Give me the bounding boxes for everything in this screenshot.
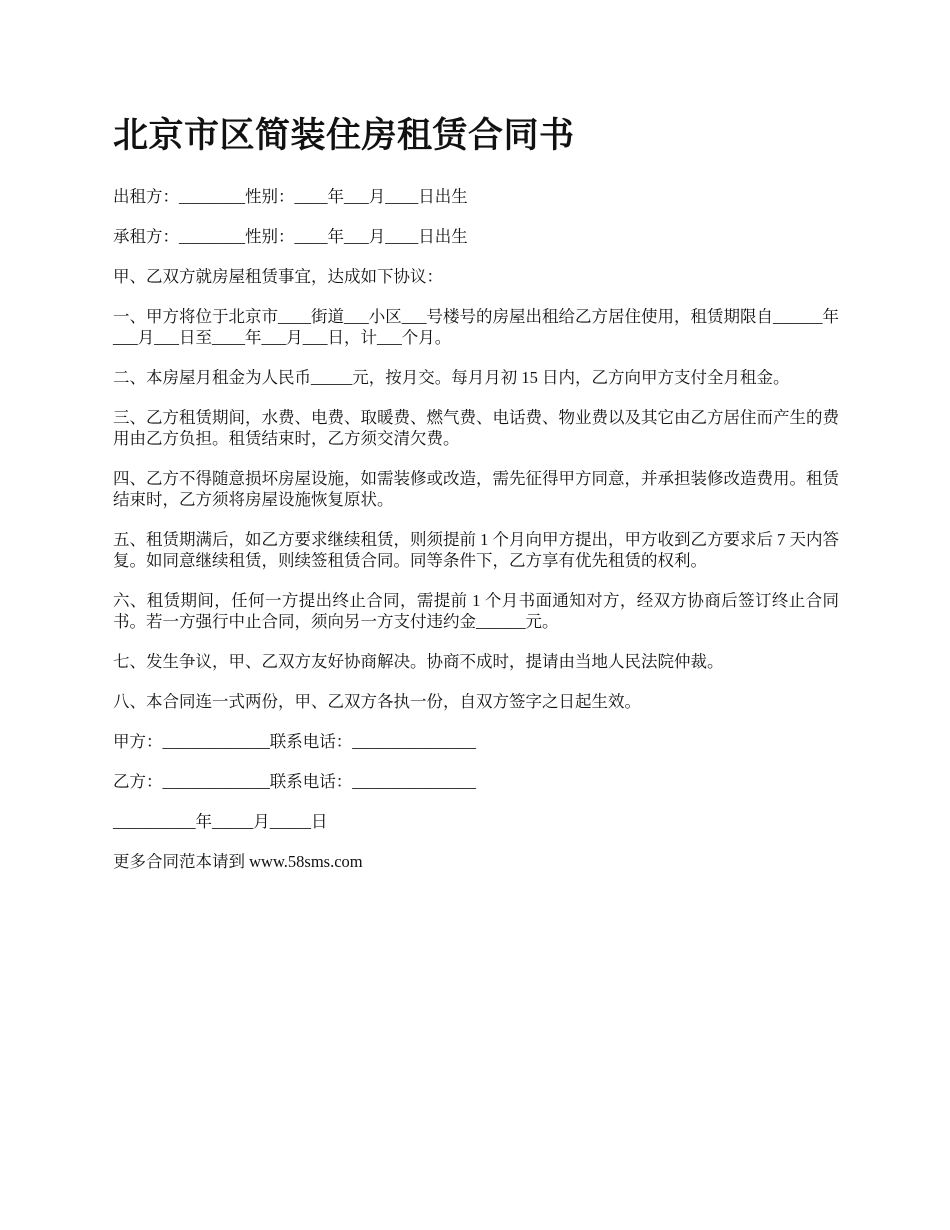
clause-5: 五、租赁期满后，如乙方要求继续租赁，则须提前 1 个月向甲方提出，甲方收到乙方要求后 7 天内答复。如同意继续租赁，则续签租赁合同。同等条件下，乙方享有优先租赁的权利。 [113,530,839,570]
clause-8: 八、本合同连一式两份，甲、乙双方各执一份，自双方签字之日起生效。 [113,692,641,711]
clause-2: 二、本房屋月租金为人民币_____元，按月交。每月月初 15 日内，乙方向甲方支付全月租金。 [113,368,790,387]
clause-1: 一、甲方将位于北京市____街道___小区___号楼号的房屋出租给乙方居住使用，租赁期限自______年___月___日至____年___月___日，计___个月。 [113,307,839,347]
signing-date-line: __________年_____月_____日 [113,812,328,831]
party-b-signature-line: 乙方：_____________联系电话：_______________ [113,772,476,791]
agreement-intro: 甲、乙双方就房屋租赁事宜，达成如下协议： [113,267,443,286]
clause-4: 四、乙方不得随意损坏房屋设施，如需装修或改造，需先征得甲方同意，并承担装修改造费用。租赁结束时，乙方须将房屋设施恢复原状。 [113,469,839,509]
footer-note: 更多合同范本请到 www.58sms.com [113,852,363,871]
lessor-line: 出租方：________性别：____年___月____日出生 [113,187,468,206]
clause-3: 三、乙方租赁期间，水费、电费、取暖费、燃气费、电话费、物业费以及其它由乙方居住而产生的费用由乙方负担。租赁结束时，乙方须交清欠费。 [113,408,839,448]
clause-7: 七、发生争议，甲、乙双方友好协商解决。协商不成时，提请由当地人民法院仲裁。 [113,652,724,671]
document-title: 北京市区简装住房租赁合同书 [113,116,575,155]
party-a-signature-line: 甲方：_____________联系电话：_______________ [113,732,476,751]
clause-6: 六、租赁期间，任何一方提出终止合同，需提前 1 个月书面通知对方，经双方协商后签订终止合同书。若一方强行中止合同，须向另一方支付违约金______元。 [113,591,839,631]
lessee-line: 承租方：________性别：____年___月____日出生 [113,227,468,246]
document-page [113,108,839,891]
